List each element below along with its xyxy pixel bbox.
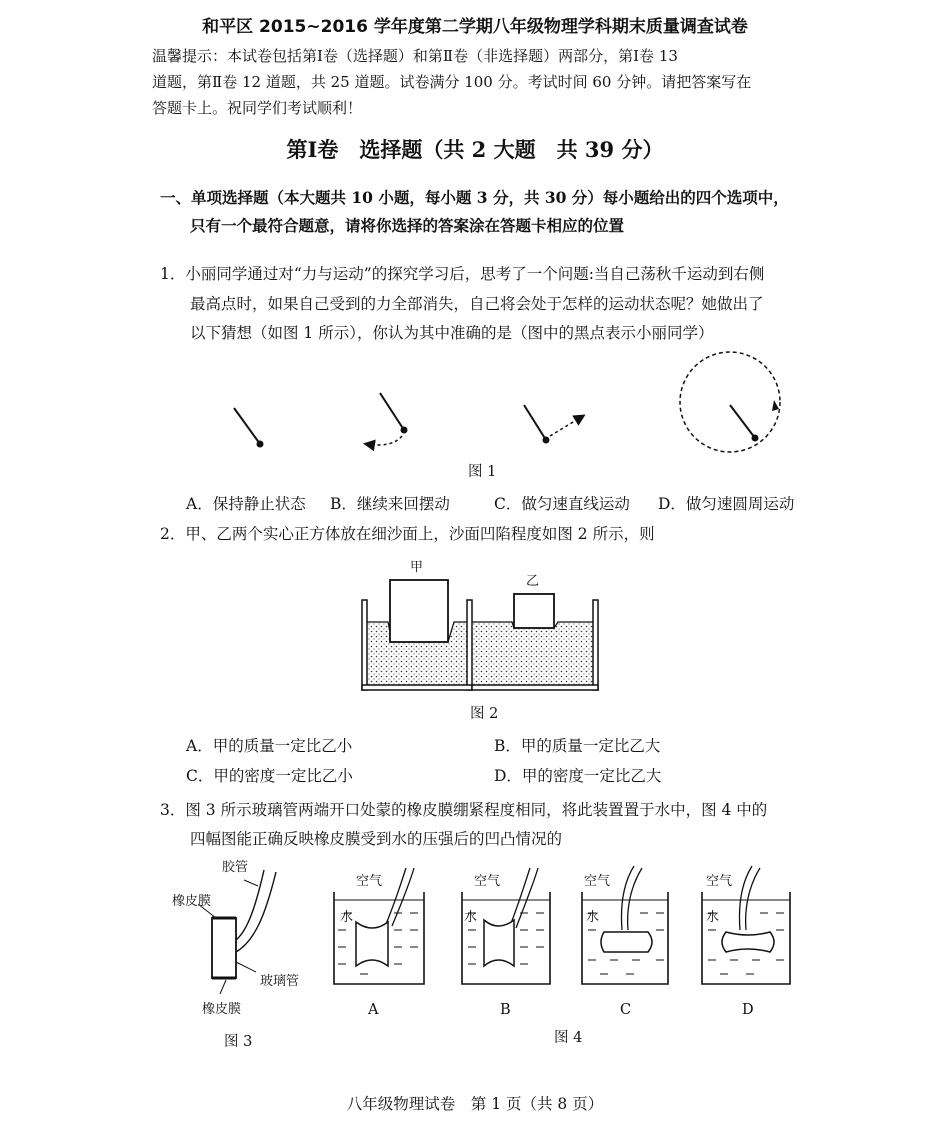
section-title: 第Ⅰ卷 选择题（共 2 大题 共 39 分） (286, 137, 664, 162)
fig4-air-b: 空气 (474, 874, 501, 889)
q3-line-1: 3．图 3 所示玻璃管两端开口处蒙的橡皮膜绷紧程度相同，将此装置置于水中，图 4 中的 (160, 801, 768, 819)
q1-option-b[interactable]: B．继续来回摆动 (330, 495, 450, 513)
q1-option-c[interactable]: C．做匀速直线运动 (494, 495, 630, 513)
figure-2 (0, 550, 950, 695)
cube-jia (390, 580, 448, 642)
label-yi: 乙 (526, 574, 540, 589)
tip-line-2: 道题，第Ⅱ卷 12 道题，共 25 道题。试卷满分 100 分。考试时间 60 分钟。请把答案写在 (152, 73, 752, 91)
fig3-label-membrane-top: 橡皮膜 (172, 894, 212, 909)
part-instruction-2: 只有一个最符合题意，请将你选择的答案涂在答题卡相应的位置 (190, 216, 625, 235)
q2-line: 2．甲、乙两个实心正方体放在细沙面上，沙面凹陷程度如图 2 所示，则 (160, 525, 655, 543)
tip-line-3: 答题卡上。祝同学们考试顺利！ (152, 99, 363, 117)
fig4-label-d: D (742, 1002, 754, 1018)
q2-option-d[interactable]: D．甲的密度一定比乙大 (494, 767, 662, 785)
fig3-label-membrane-bottom: 橡皮膜 (202, 1002, 242, 1017)
exam-title: 和平区 2015~2016 学年度第二学期八年级物理学科期末质量调查试卷 (202, 17, 748, 37)
q1-option-a[interactable]: A．保持静止状态 (186, 495, 306, 513)
fig4-water-d: 水 (706, 910, 720, 925)
fig3-label-glass: 玻璃管 (260, 974, 300, 989)
part-instruction-1: 一、单项选择题（本大题共 10 小题，每小题 3 分，共 30 分）每小题给出的四个选项中， (160, 188, 789, 207)
fig1-option-a (234, 408, 264, 448)
fig4-label-b: B (500, 1002, 511, 1018)
q1-line-2: 最高点时，如果自己受到的力全部消失，自己将会处于怎样的运动状态呢？她做出了 (190, 295, 764, 313)
label-jia: 甲 (410, 560, 424, 575)
fig4-water-b: 水 (464, 910, 478, 925)
fig4-air-d: 空气 (706, 874, 733, 889)
q2-option-b[interactable]: B．甲的质量一定比乙大 (494, 737, 661, 755)
figure-1 (0, 350, 950, 460)
q1-line-3: 以下猜想（如图 1 所示），你认为其中准确的是（图中的黑点表示小丽同学） (190, 324, 714, 342)
figure-1-caption: 图 1 (468, 464, 497, 480)
fig4-water-a: 水 (340, 910, 354, 925)
q3-line-2: 四幅图能正确反映橡皮膜受到水的压强后的凹凸情况的 (190, 830, 563, 848)
page-footer: 八年级物理试卷 第 1 页（共 8 页） (346, 1095, 604, 1113)
fig3-label-tube: 胶管 (222, 860, 249, 875)
figure-3-caption: 图 3 (224, 1034, 253, 1050)
fig4-water-c: 水 (586, 910, 600, 925)
fig4-label-a: A (368, 1002, 379, 1018)
q1-option-d[interactable]: D．做匀速圆周运动 (658, 495, 795, 513)
fig4-air-a: 空气 (356, 874, 383, 889)
fig4-label-c: C (620, 1002, 632, 1018)
fig1-option-c (524, 405, 583, 444)
cube-yi (514, 594, 554, 628)
figure-2-caption: 图 2 (470, 706, 499, 722)
figure-4-caption: 图 4 (554, 1030, 583, 1046)
fig1-option-d (680, 352, 780, 452)
q2-option-a[interactable]: A．甲的质量一定比乙小 (186, 737, 353, 755)
fig4-air-c: 空气 (584, 874, 611, 889)
fig1-option-b (366, 393, 408, 445)
q1-line-1: 1．小丽同学通过对“力与运动”的探究学习后，思考了一个问题:当自己荡秋千运动到右侧 (160, 265, 765, 283)
q2-option-c[interactable]: C．甲的密度一定比乙小 (186, 767, 353, 785)
tip-line-1: 温馨提示：本试卷包括第Ⅰ卷（选择题）和第Ⅱ卷（非选择题）两部分，第Ⅰ卷 13 (152, 47, 678, 65)
